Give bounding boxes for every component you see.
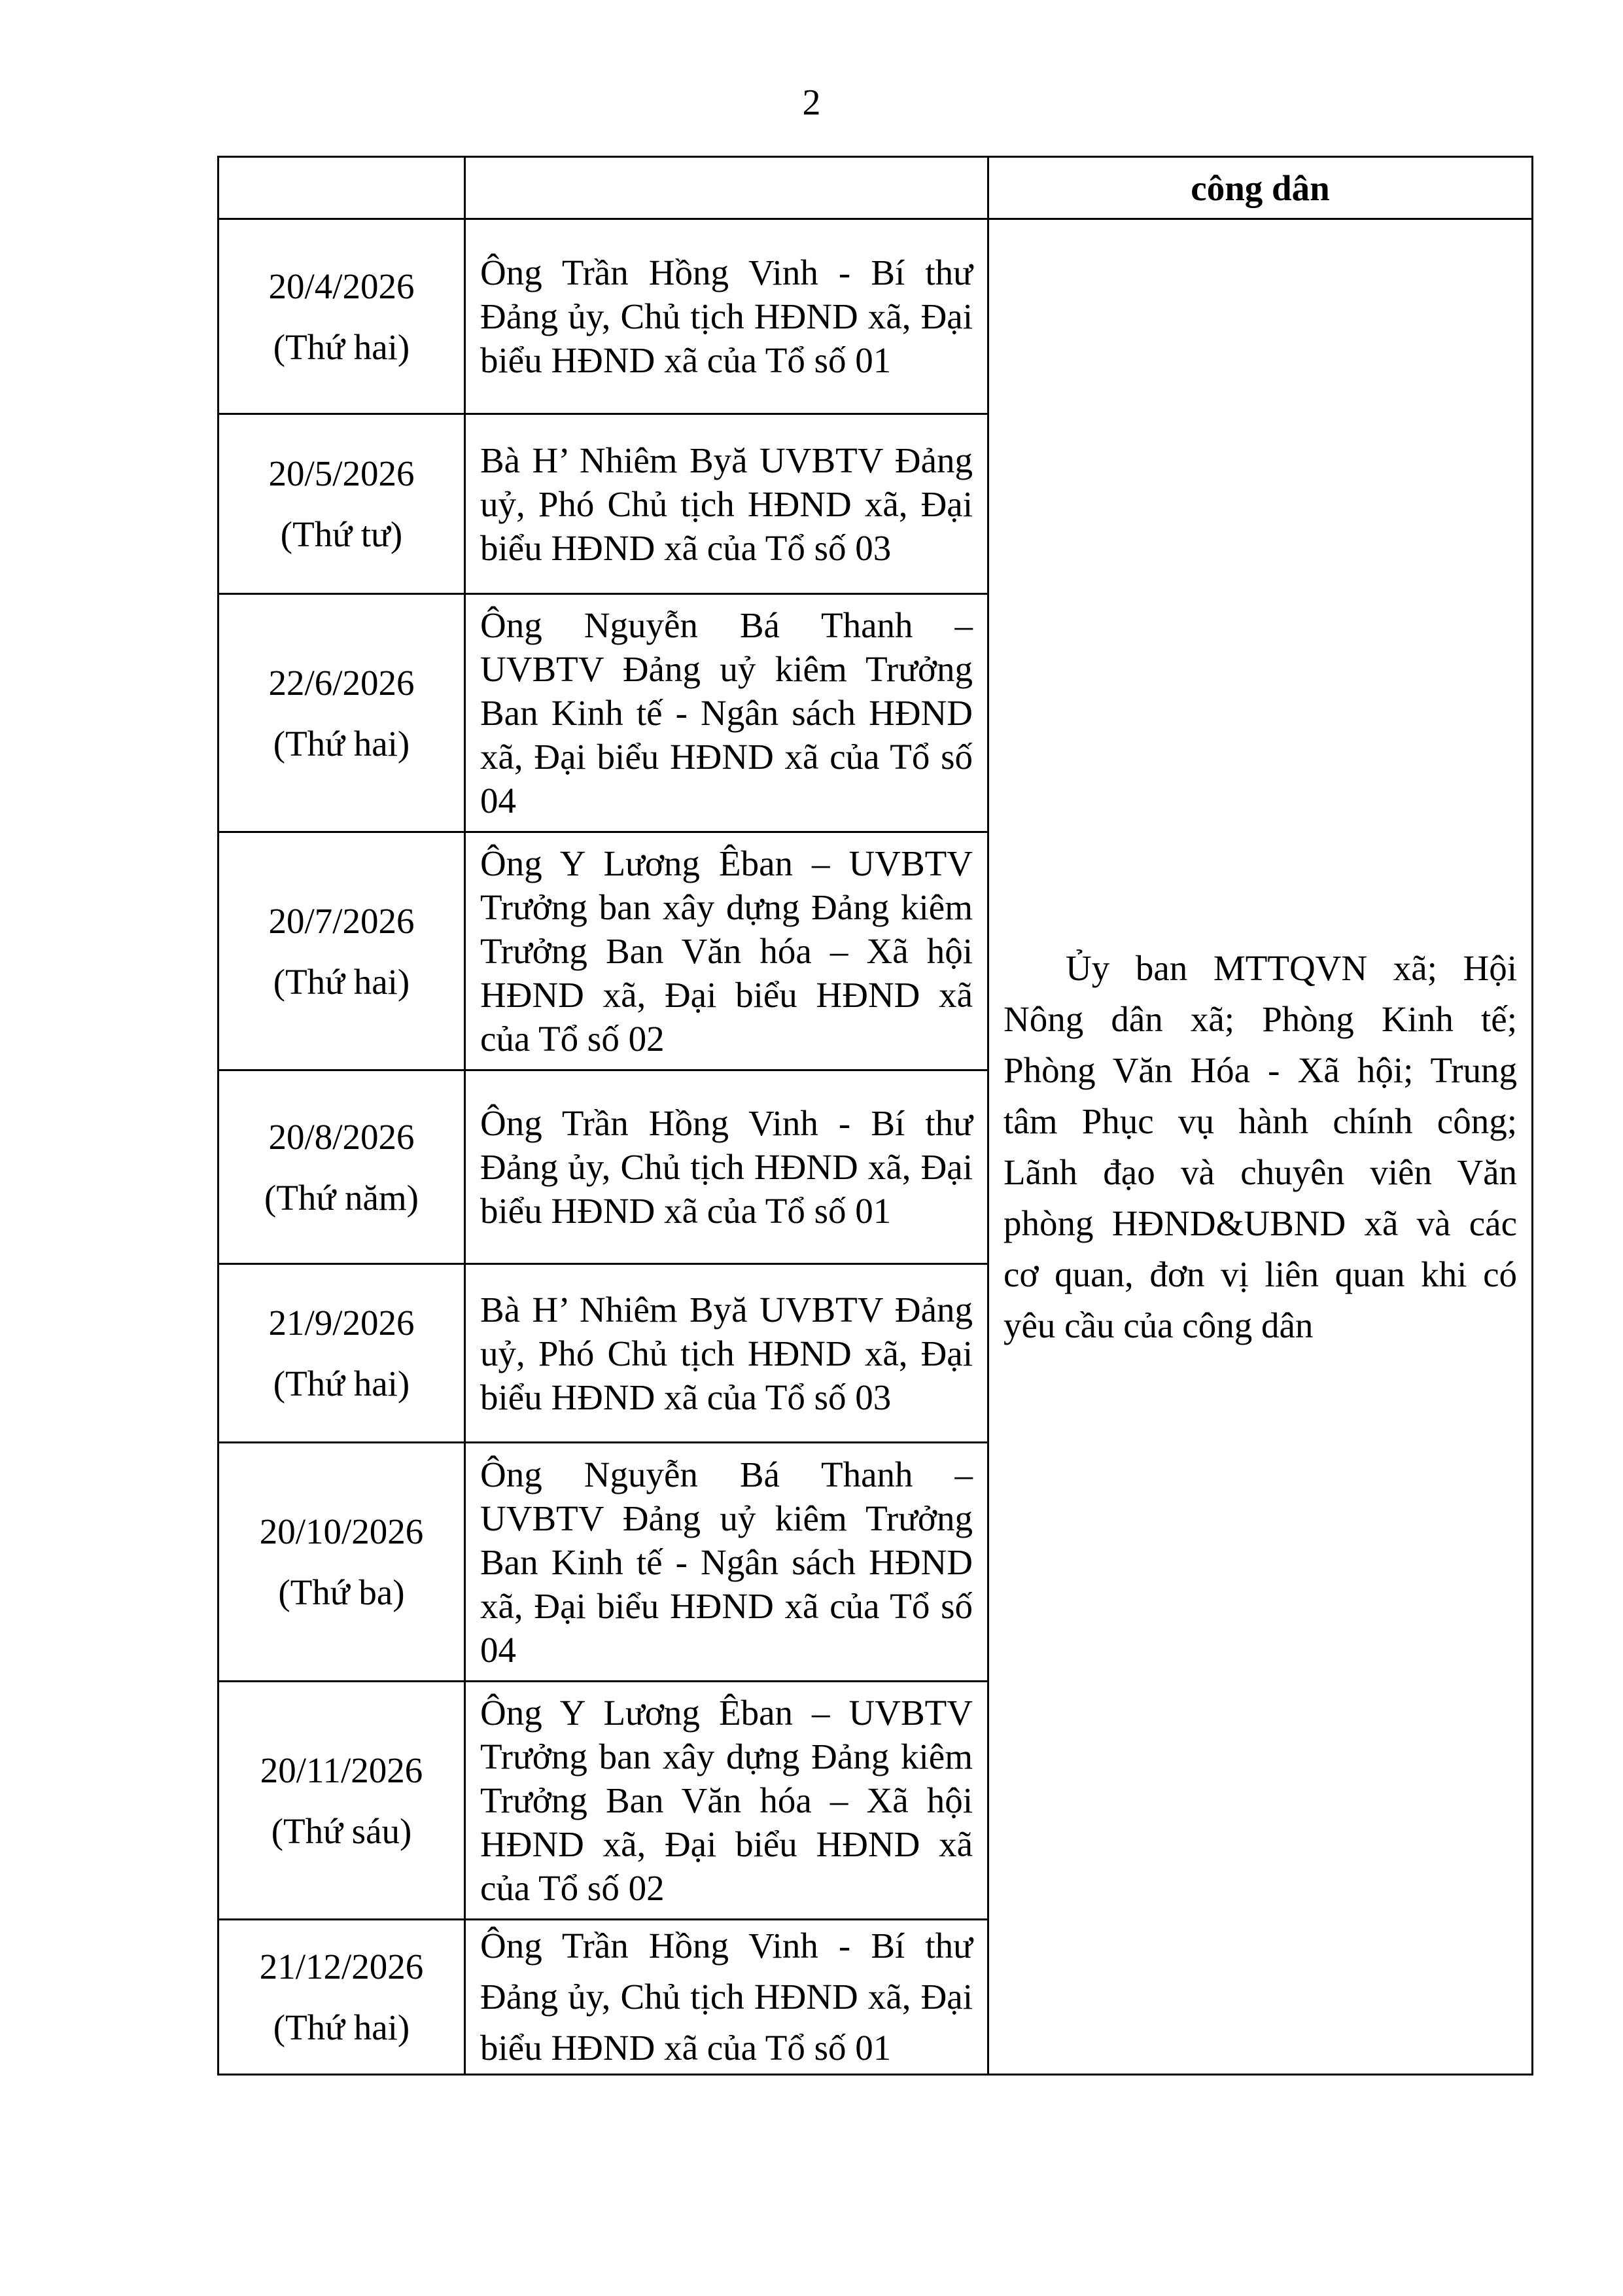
reception-date: 22/6/2026	[268, 662, 415, 703]
agency-cell: Ủy ban MTTQVN xã; Hội Nông dân xã; Phòng Kinh tế; Phòng Văn Hóa - Xã hội; Trung tâm Phục vụ hành chính công; Lãnh đạo và chuyên viên Văn phòng HĐND&UBND xã và các cơ quan, đơn vị liên quan khi có yêu cầu của công dân	[988, 219, 1533, 2075]
person-cell: Ông Y Lương Êban – UVBTV Trưởng ban xây dựng Đảng kiêm Trưởng Ban Văn hóa – Xã hội HĐND xã, Đại biểu HĐND xã của Tổ số 02	[465, 832, 988, 1070]
person-cell: Ông Trần Hồng Vinh - Bí thư Đảng ủy, Chủ tịch HĐND xã, Đại biểu HĐND xã của Tổ số 01	[465, 219, 988, 414]
date-cell	[218, 832, 465, 1070]
date-cell	[218, 1682, 465, 1920]
reception-schedule-table	[217, 156, 1533, 2075]
date-cell	[218, 594, 465, 832]
person-cell: Ông Trần Hồng Vinh - Bí thư Đảng ủy, Chủ tịch HĐND xã, Đại biểu HĐND xã của Tổ số 01	[465, 1070, 988, 1264]
reception-weekday: (Thứ tư)	[280, 514, 403, 554]
reception-weekday: (Thứ hai)	[273, 723, 410, 764]
reception-weekday: (Thứ hai)	[273, 327, 410, 367]
person-cell: Bà H’ Nhiêm Byă UVBTV Đảng uỷ, Phó Chủ tịch HĐND xã, Đại biểu HĐND xã của Tổ số 03	[465, 414, 988, 594]
person-cell: Ông Nguyễn Bá Thanh – UVBTV Đảng uỷ kiêm Trưởng Ban Kinh tế - Ngân sách HĐND xã, Đại biểu HĐND xã của Tổ số 04	[465, 594, 988, 832]
page-number: 2	[802, 82, 821, 123]
reception-date: 20/10/2026	[259, 1511, 424, 1551]
date-cell	[218, 1264, 465, 1443]
reception-date: 20/5/2026	[268, 453, 415, 493]
reception-date: 20/11/2026	[260, 1750, 423, 1790]
reception-date: 21/9/2026	[268, 1303, 415, 1343]
reception-date: 20/7/2026	[268, 900, 415, 941]
table-row	[218, 219, 1533, 414]
reception-weekday: (Thứ hai)	[273, 961, 410, 1002]
reception-date: 21/12/2026	[259, 1947, 424, 1987]
person-cell: Bà H’ Nhiêm Byă UVBTV Đảng uỷ, Phó Chủ tịch HĐND xã, Đại biểu HĐND xã của Tổ số 03	[465, 1264, 988, 1443]
reception-weekday: (Thứ hai)	[273, 1364, 410, 1404]
header-cell-date	[218, 157, 465, 219]
date-cell	[218, 414, 465, 594]
date-cell	[218, 1920, 465, 2075]
table-header-row	[218, 157, 1533, 219]
date-cell	[218, 219, 465, 414]
reception-weekday: (Thứ hai)	[273, 2007, 410, 2047]
reception-weekday: (Thứ sáu)	[271, 1810, 412, 1851]
date-cell	[218, 1443, 465, 1682]
reception-date: 20/8/2026	[268, 1116, 415, 1157]
reception-weekday: (Thứ ba)	[278, 1572, 405, 1612]
date-cell	[218, 1070, 465, 1264]
person-cell: Ông Y Lương Êban – UVBTV Trưởng ban xây dựng Đảng kiêm Trưởng Ban Văn hóa – Xã hội HĐND xã, Đại biểu HĐND xã của Tổ số 02	[465, 1682, 988, 1920]
reception-date: 20/4/2026	[268, 266, 415, 306]
reception-weekday: (Thứ năm)	[264, 1177, 419, 1218]
person-cell: Ông Trần Hồng Vinh - Bí thư Đảng ủy, Chủ tịch HĐND xã, Đại biểu HĐND xã của Tổ số 01	[465, 1920, 988, 2075]
person-cell: Ông Nguyễn Bá Thanh – UVBTV Đảng uỷ kiêm Trưởng Ban Kinh tế - Ngân sách HĐND xã, Đại biểu HĐND xã của Tổ số 04	[465, 1443, 988, 1682]
header-cell-agency: công dân	[988, 157, 1533, 219]
header-cell-person	[465, 157, 988, 219]
